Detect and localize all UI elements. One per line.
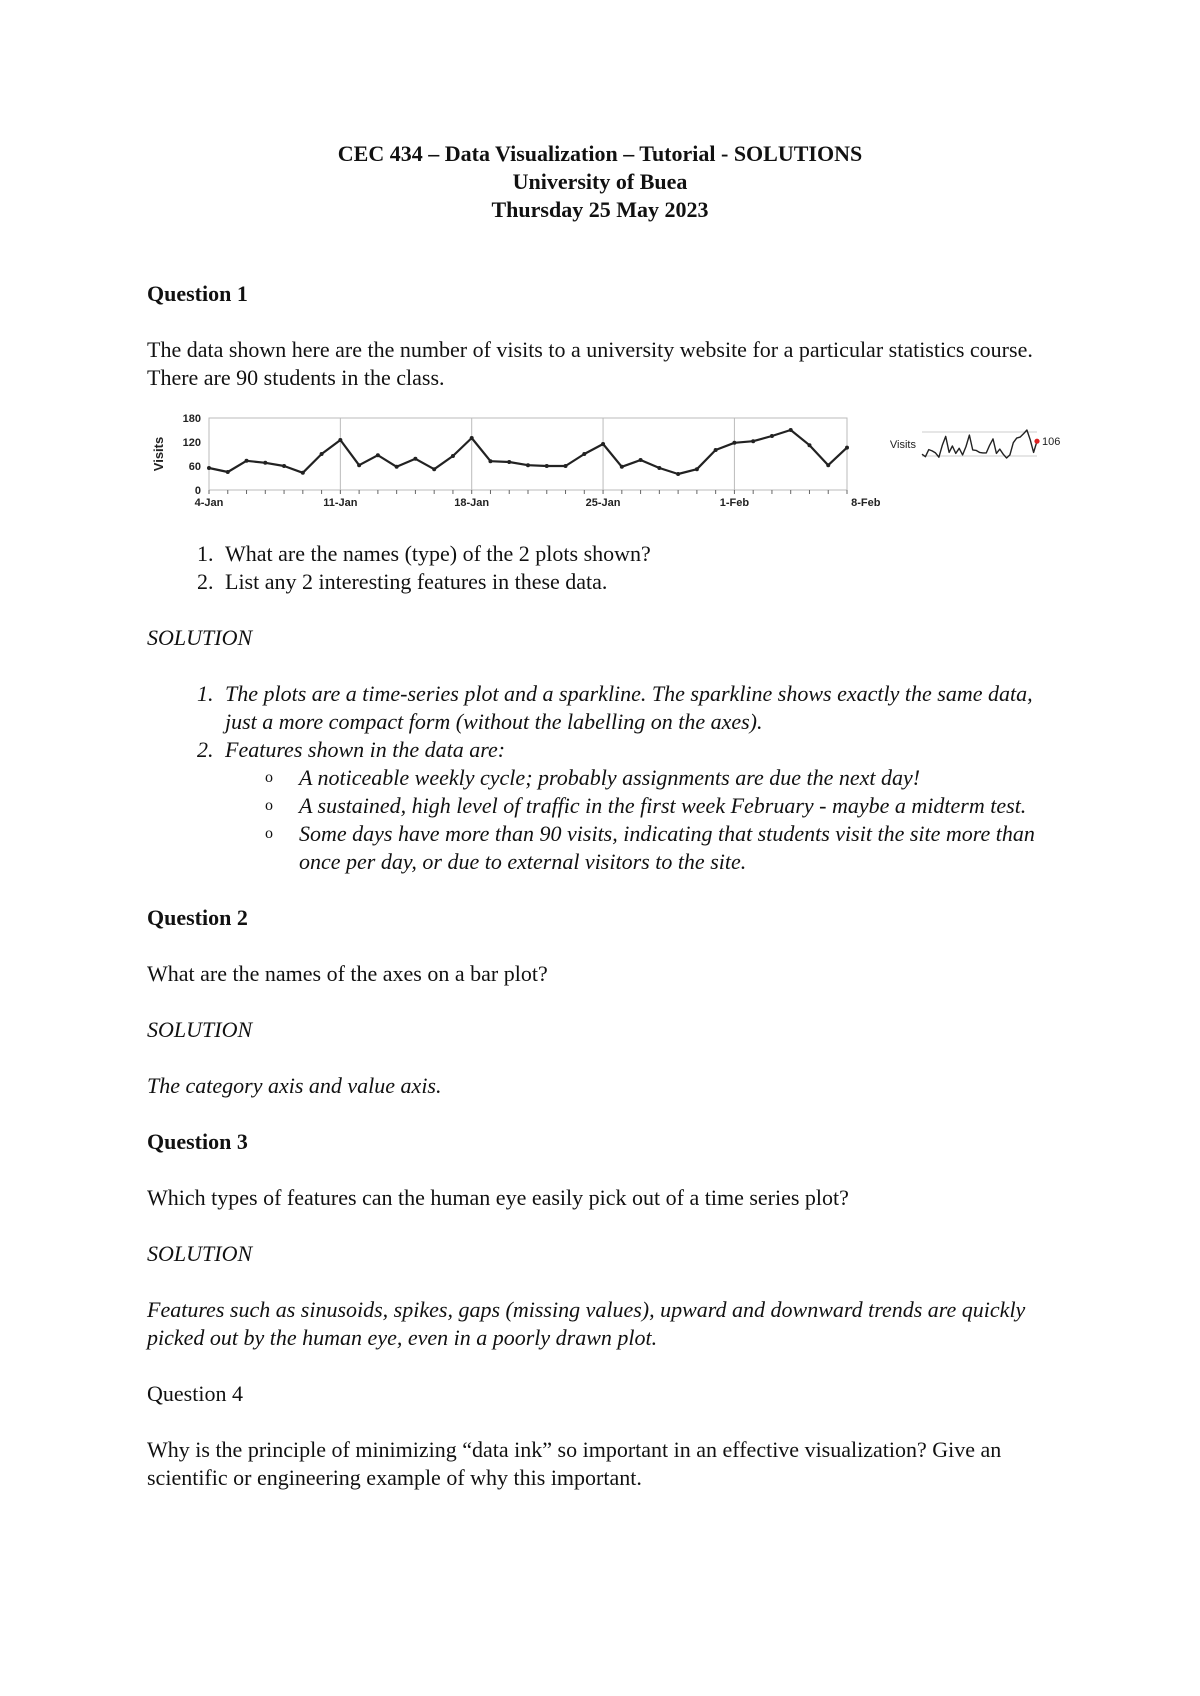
data-point (226, 470, 230, 474)
data-point (432, 467, 436, 471)
feature-item (265, 820, 1067, 876)
feature-text: A sustained, high level of traffic in the first week February - maybe a midterm test. (299, 793, 1027, 818)
data-point (301, 471, 305, 475)
data-point (338, 438, 342, 442)
data-point (413, 457, 417, 461)
feature-text: A noticeable weekly cycle; probably assignments are due the next day! (299, 765, 921, 790)
question-2-answer: The category axis and value axis. (147, 1073, 442, 1098)
bullet-glyph: o (265, 797, 273, 814)
data-point (845, 446, 849, 450)
y-tick-label: 0 (194, 485, 201, 497)
data-point (376, 453, 380, 457)
data-point (657, 466, 661, 470)
solution-label: SOLUTION (147, 1017, 253, 1042)
university-name: University of Buea (512, 169, 688, 194)
data-point (488, 459, 492, 463)
question-4-text: Why is the principle of minimizing “data ink” so important in an effective visualization? Give an scientific or engineering example of why this important. (147, 1437, 1002, 1490)
data-point (582, 452, 586, 456)
feature-text: Some days have more than 90 visits, indicating that students visit the site more than once per day, or due to external visitors to the site. (299, 821, 1035, 874)
y-tick-label: 120 (182, 437, 201, 449)
title-block (0, 140, 1200, 224)
question-3-answer: Features such as sinusoids, spikes, gaps (missing values), upward and downward trends are quickly picked out by the human eye, even in a poorly drawn plot. (147, 1297, 1026, 1350)
document-date: Thursday 25 May 2023 (491, 197, 709, 222)
data-point (207, 466, 211, 470)
sparkline-label: Visits (889, 439, 916, 451)
question-2-text: What are the names of the axes on a bar plot? (147, 961, 548, 986)
data-point (639, 458, 643, 462)
question-1-item: 2. List any 2 interesting features in these data. (219, 568, 1067, 596)
y-tick-label: 60 (188, 461, 201, 473)
data-point (826, 463, 830, 467)
data-point (620, 465, 624, 469)
plot-frame (209, 418, 847, 490)
question-1-list (147, 540, 1067, 596)
data-point (751, 439, 755, 443)
data-point (357, 463, 361, 467)
question-3-heading: Question 3 (147, 1129, 248, 1154)
question-2-heading: Question 2 (147, 905, 248, 930)
x-tick-label: 25-Jan (585, 497, 621, 509)
data-point (732, 441, 736, 445)
data-point (451, 454, 455, 458)
sparkline-last-value: 106 (1042, 436, 1061, 449)
feature-item (265, 764, 1067, 792)
sparkline-chart (890, 430, 1060, 458)
data-point (789, 428, 793, 432)
sparkline-end-marker (1034, 439, 1039, 444)
question-1-intro: The data shown here are the number of visits to a university website for a particular statistics course. There are 90 students in the class. (147, 337, 1033, 390)
data-point (545, 464, 549, 468)
data-point (714, 448, 718, 452)
features-list (225, 764, 1067, 876)
solution-item (219, 736, 1067, 876)
solution-item: 1. The plots are a time-series plot and a sparkline. The sparkline shows exactly the same data, just a more compact form (without the labelling on the axes). (219, 680, 1067, 736)
data-point (676, 472, 680, 476)
data-point (695, 467, 699, 471)
question-1-item: 1. What are the names (type) of the 2 plots shown? (219, 540, 1067, 568)
feature-item (265, 792, 1067, 820)
document-page (147, 140, 1067, 1492)
data-point (395, 465, 399, 469)
x-tick-label: 4-Jan (194, 497, 224, 509)
data-point (320, 452, 324, 456)
solution-item-text: Features shown in the data are: (225, 737, 506, 762)
question-3-text: Which types of features can the human eye easily pick out of a time series plot? (147, 1185, 849, 1210)
x-tick-label: 8-Feb (851, 497, 881, 509)
x-tick-label: 1-Feb (719, 497, 750, 509)
time-series-chart (151, 413, 881, 509)
data-point (245, 459, 249, 463)
solution-label: SOLUTION (147, 1241, 253, 1266)
solution-label: SOLUTION (147, 625, 253, 650)
y-axis-label: Visits (151, 436, 166, 472)
y-tick-label: 180 (182, 413, 201, 425)
data-point (263, 461, 267, 465)
data-point (601, 442, 605, 446)
question-1-heading: Question 1 (147, 281, 248, 306)
data-point (807, 443, 811, 447)
data-point (282, 464, 286, 468)
data-point (507, 460, 511, 464)
data-point (526, 463, 530, 467)
x-tick-label: 11-Jan (323, 497, 358, 509)
series-line-visits (209, 430, 847, 474)
bullet-glyph: o (265, 769, 273, 786)
data-point (564, 464, 568, 468)
bullet-glyph: o (265, 825, 273, 842)
visits-charts (147, 410, 1067, 520)
data-point (770, 434, 774, 438)
data-point (470, 436, 474, 440)
x-tick-label: 18-Jan (454, 497, 490, 509)
document-title: CEC 434 – Data Visualization – Tutorial - SOLUTIONS (337, 141, 863, 166)
question-4-heading: Question 4 (147, 1381, 243, 1406)
sparkline-line (922, 430, 1037, 458)
figure-visits (147, 410, 1067, 520)
solution-1-list (147, 680, 1067, 876)
